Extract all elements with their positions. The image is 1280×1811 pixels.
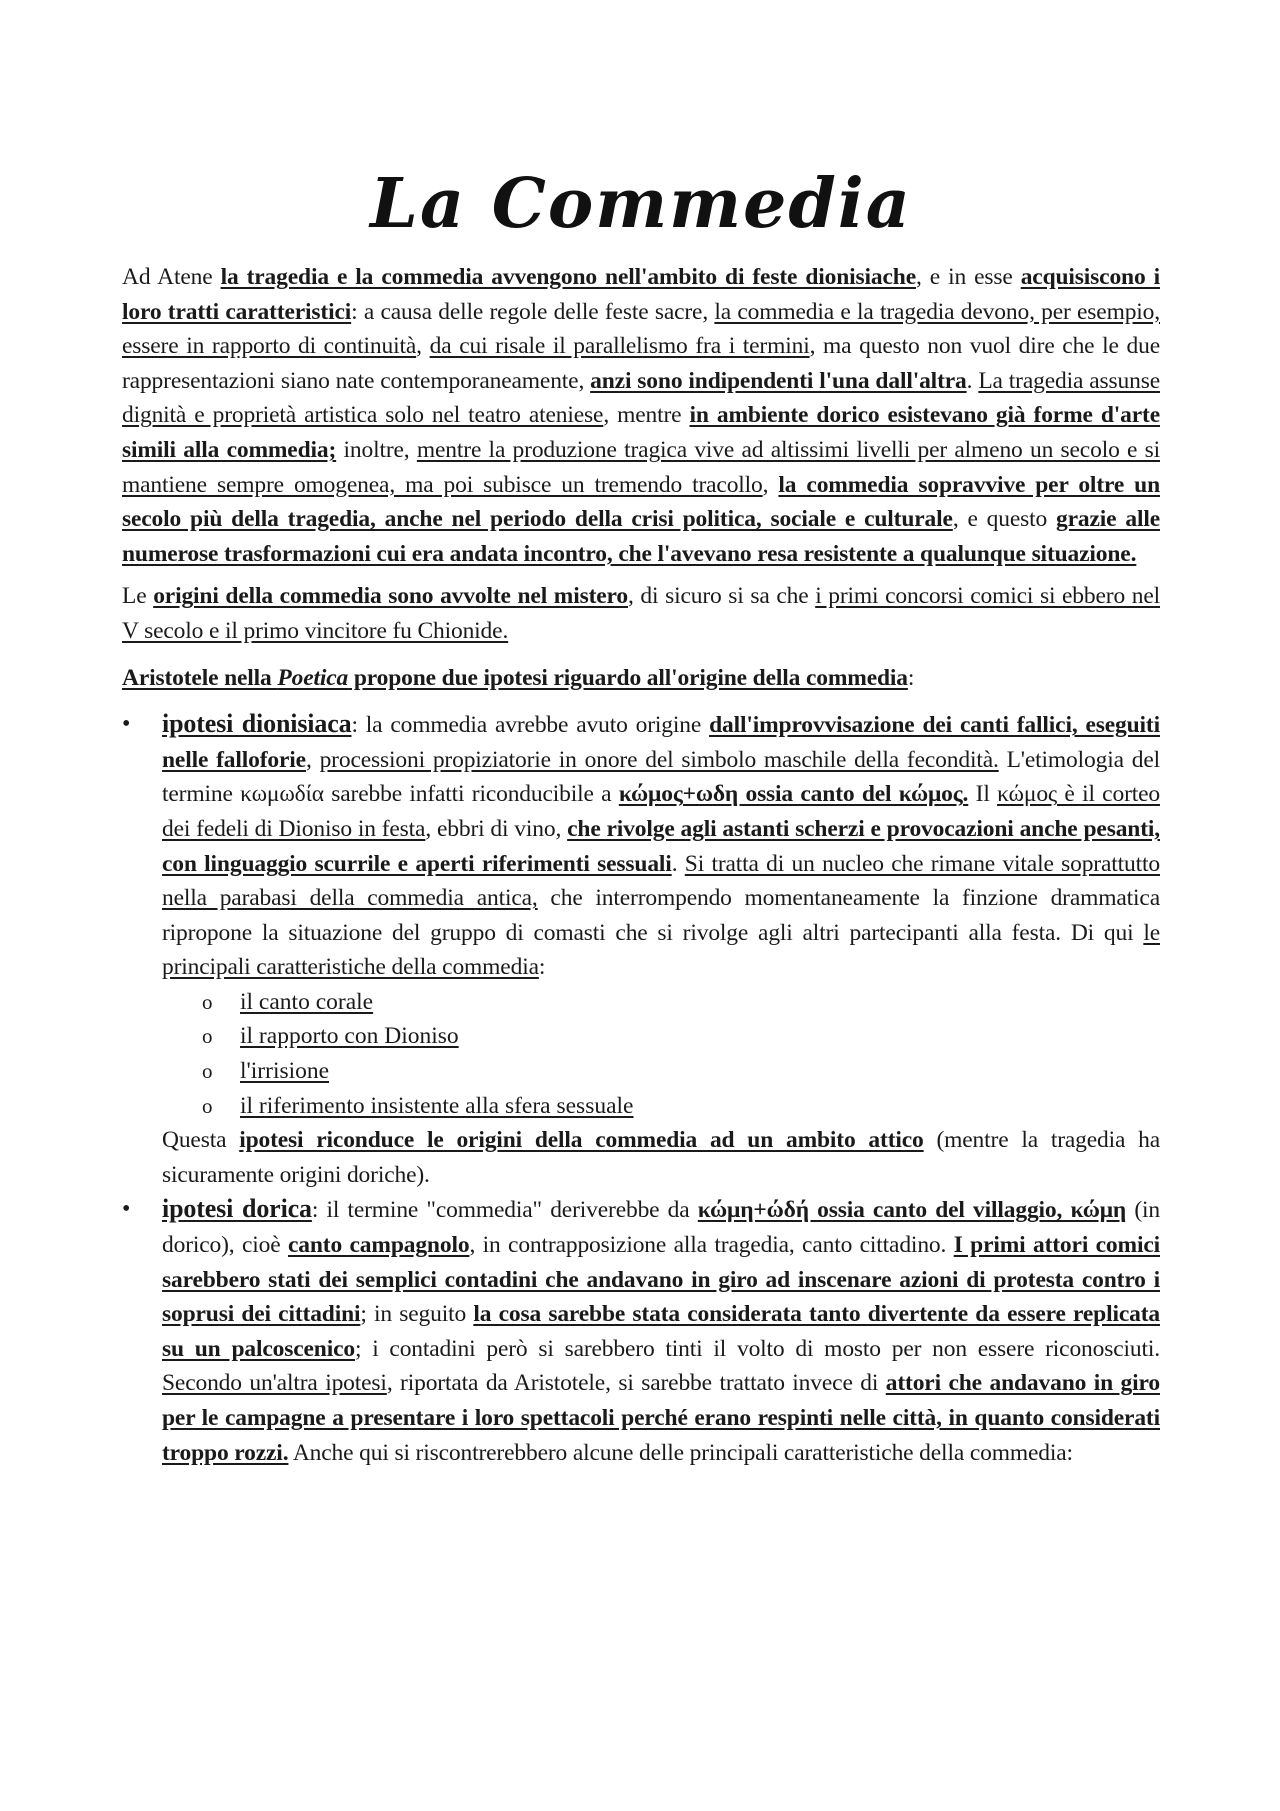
text-run: i primi concorsi comici si ebbero nel V secolo e il primo vincitore fu Chionide. [122, 583, 1161, 644]
feature-item: o il riferimento insistente alla sfera sessuale [202, 1089, 1160, 1124]
text-run: , [416, 333, 430, 360]
page-title: La Commedia [370, 164, 912, 244]
text-run: Ad Atene [122, 264, 221, 290]
text-run: . [966, 367, 979, 394]
doric-text [162, 1192, 1160, 1470]
text-run: (in dorico), cioè [162, 1197, 1160, 1259]
text-run: . [671, 850, 685, 877]
text-run: la cosa sarebbe stata considerata tanto divertente da essere replicata su un palcoscenico [162, 1301, 1160, 1362]
text-run: Questa [162, 1127, 240, 1154]
text-run: : il termine "commedia" deriverebbe da [311, 1197, 698, 1224]
aristotle-heading [122, 661, 1160, 696]
text-run: Si tratta di un nucleo che rimane vitale soprattutto nella parabasi della commedia antica, [162, 850, 1160, 912]
text-run: ipotesi dionisiaca [162, 709, 352, 739]
text-run: anzi sono indipendenti l'una dall'altra [590, 367, 967, 394]
text-run: , in contrapposizione alla tragedia, canto cittadino. [469, 1232, 954, 1259]
text-run: La tragedia assunse dignità e proprietà artistica solo nel teatro ateniese [122, 367, 1160, 429]
feature-item: o il rapporto con Dioniso [202, 1019, 1160, 1054]
text-run: Secondo un'altra ipotesi [162, 1370, 387, 1397]
text-run: (mentre la tragedia ha sicuramente origini doriche). [162, 1127, 1161, 1188]
text-run: origini della commedia sono avvolte nel mistero [153, 583, 628, 610]
feature-item: o il canto corale [202, 985, 1160, 1020]
text-run: la commedia e la tragedia devono, per esempio, essere in rapporto di continuità [122, 298, 1160, 360]
text-run: , [305, 746, 320, 773]
text-run: mentre la produzione tragica vive ad altissimi livelli per almeno un secolo e si mantiene sempre omogenea, ma poi subisce un tremendo tracollo [122, 436, 1161, 498]
dionysian-features [162, 985, 1160, 1123]
text-run: Le [122, 583, 154, 610]
text-run: Il [968, 781, 998, 808]
text-run: : la commedia avrebbe avuto origine [351, 712, 710, 739]
text-run: ; in seguito [360, 1301, 474, 1328]
text-run: ipotesi riconduce le origini della commedia ad un ambito attico [239, 1127, 924, 1154]
text-run: la commedia sopravvive per oltre un secolo più della tragedia, anche nel periodo della crisi politica, sociale e culturale [122, 471, 1160, 533]
text-run: acquisiscono i loro tratti caratteristici [122, 264, 1160, 325]
text-run: I primi attori comici sarebbero stati dei semplici contadini che andavano in giro ad inscenare azioni di protesta contro i soprusi dei cittadini [162, 1232, 1160, 1328]
text-run: attori che andavano in giro per le campagne a presentare i loro spettacoli perché erano respinti nelle città, in quanto considerati troppo rozzi. [162, 1370, 1160, 1466]
text-run: , riportata da Aristotele, si sarebbe trattato invece di [386, 1370, 886, 1397]
text-run: , ma questo non vuol dire che le due rappresentazioni siano nate contemporaneamente, [122, 333, 1161, 394]
text-run: L'etimologia del termine κωμωδία sarebbe infatti riconducibile a [162, 746, 1160, 808]
origins-paragraph [122, 579, 1160, 648]
text-run: : [907, 664, 915, 691]
text-run: che interrompendo momentaneamente la finzione drammatica ripropone la situazione del gruppo di comasti che si rivolge agli altri partecipanti alla festa. Di qui [162, 885, 1160, 946]
text-run: ipotesi dorica [162, 1194, 312, 1224]
list-item-dionysian [122, 707, 1160, 1192]
text-run: propone due ipotesi riguardo all'origine della commedia [348, 664, 908, 691]
text-run: , e questo [952, 506, 1057, 533]
text-run: processioni propiziatorie in onore del simbolo maschile della fecondità. [319, 746, 999, 773]
dionysian-closing [162, 1123, 1160, 1192]
text-run: : [538, 954, 546, 981]
text-run: κώμος è il corteo dei fedeli di Dioniso in festa [162, 781, 1160, 842]
intro-paragraph [122, 260, 1160, 571]
text-run: in ambiente dorico esistevano già forme d'arte simili alla commedia; [122, 402, 1160, 463]
text-run: grazie alle numerose trasformazioni cui era andata incontro, che l'avevano resa resistente a qualunque situazione. [122, 506, 1160, 567]
text-run: Aristotele nella [122, 664, 278, 691]
text-run: dall'improvvisazione dei canti fallici, eseguiti nelle falloforie [162, 712, 1160, 773]
text-run: , ebbri di vino, [425, 815, 568, 842]
text-run: , e in esse [915, 264, 1021, 290]
text-run: da cui risale il parallelismo fra i termini [429, 333, 810, 360]
text-run: κώμη+ώδή ossia canto del villaggio, κώμη [697, 1197, 1127, 1224]
list-item-doric [122, 1192, 1160, 1470]
dionysian-text [162, 707, 1160, 985]
text-run: ; i contadini però si sarebbero tinti il volto di mosto per non essere riconosciuti. [354, 1335, 1160, 1362]
text-run: : a causa delle regole delle feste sacre, [351, 298, 715, 325]
hypotheses-list [122, 707, 1160, 1470]
text-run: κώμος+ωδη ossia canto del κώμος. [618, 781, 969, 808]
text-run: canto campagnolo [287, 1232, 470, 1259]
text-run: , mentre [603, 402, 690, 429]
text-run: Anche qui si riscontrerebbero alcune delle principali caratteristiche della commedia: [288, 1439, 1073, 1466]
text-run: Poetica [277, 664, 349, 691]
text-run: che rivolge agli astanti scherzi e provocazioni anche pesanti, con linguaggio scurrile e aperti riferimenti sessuali [162, 815, 1160, 877]
text-run: , di sicuro si sa che [627, 583, 816, 610]
feature-item: o l'irrisione [202, 1054, 1160, 1089]
text-run: inoltre, [336, 436, 417, 463]
text-run: la tragedia e la commedia avvengono nell'ambito di feste dionisiache [220, 264, 916, 290]
text-run: le principali caratteristiche della commedia [162, 919, 1160, 981]
text-run: , [762, 471, 779, 498]
